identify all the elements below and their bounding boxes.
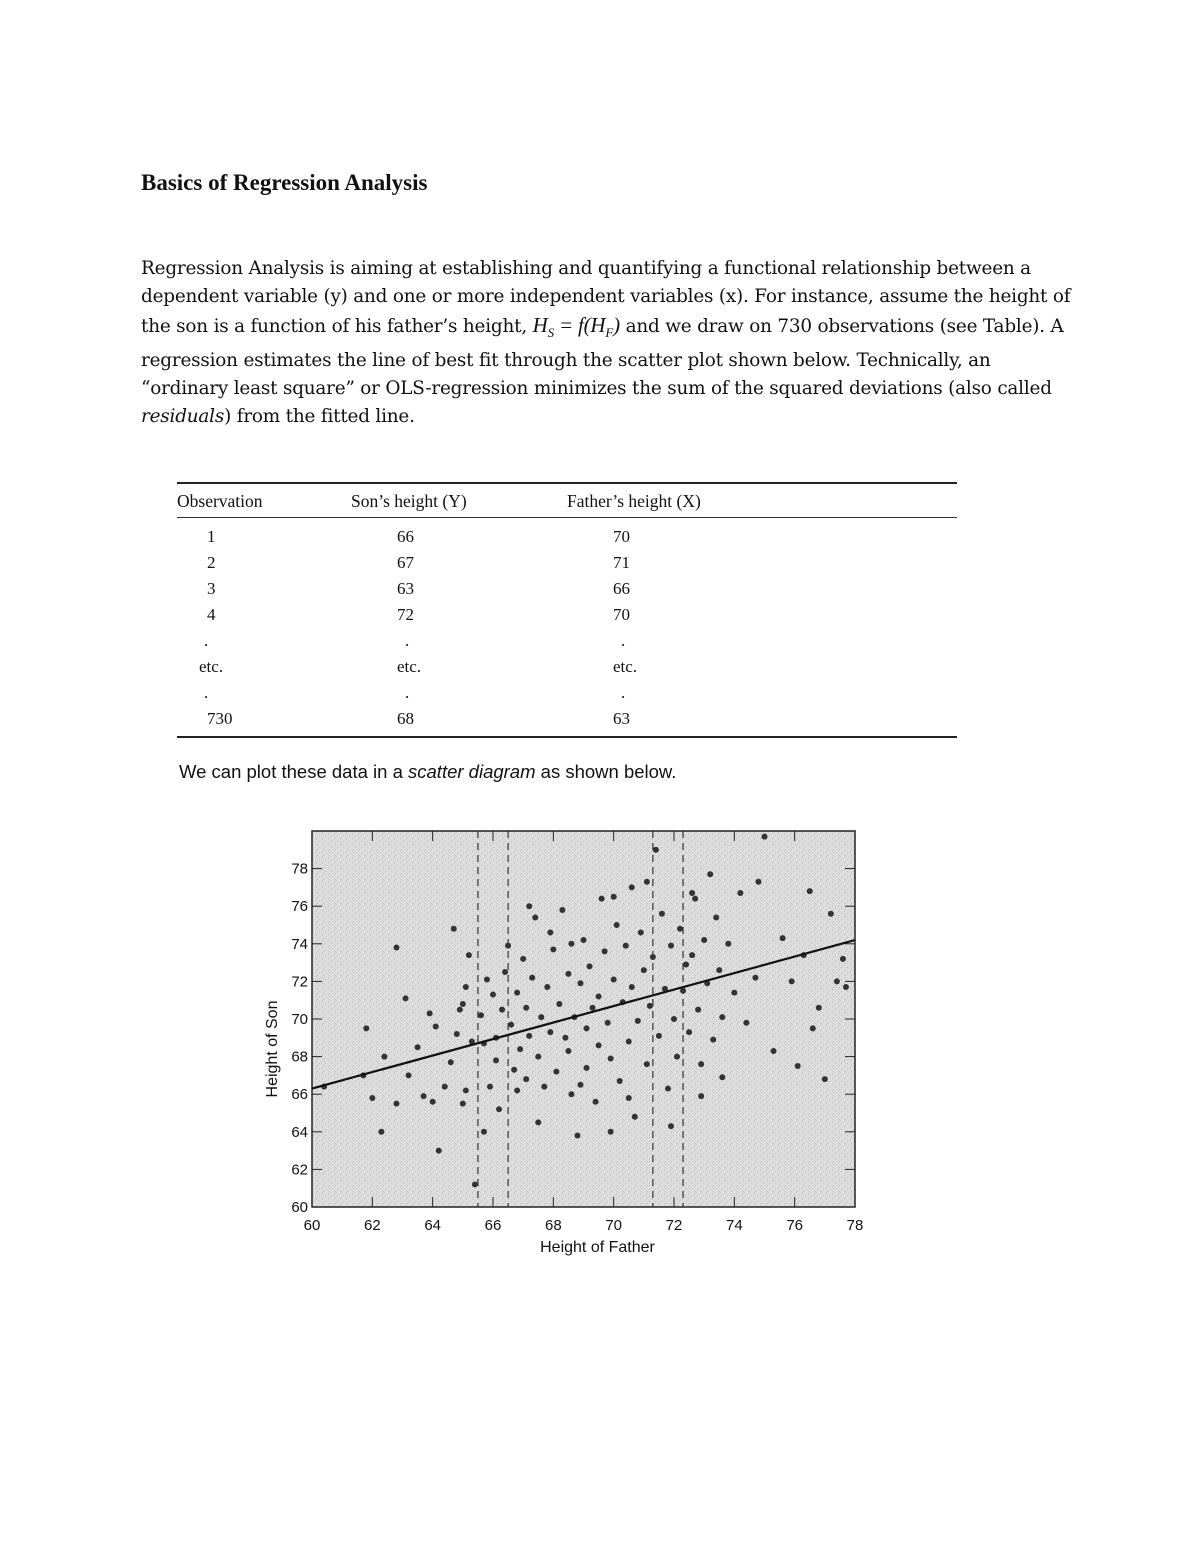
data-point [581, 937, 587, 943]
data-point [587, 963, 593, 969]
data-point [590, 1005, 596, 1011]
data-point [436, 1148, 442, 1154]
data-point [584, 1065, 590, 1071]
data-point [668, 1123, 674, 1129]
scatter-svg [255, 820, 885, 1260]
data-point [577, 980, 583, 986]
data-point [789, 978, 795, 984]
data-point [752, 975, 758, 981]
data-point [611, 977, 617, 983]
data-point [689, 952, 695, 958]
data-point [737, 890, 743, 896]
data-point [834, 978, 840, 984]
data-point [596, 993, 602, 999]
table-cell-r6-c3: etc. [613, 657, 638, 676]
data-point [505, 943, 511, 949]
table-cell-r8-c3: 63 [613, 709, 630, 728]
data-point [553, 1069, 559, 1075]
data-point [599, 896, 605, 902]
data-point [493, 1057, 499, 1063]
table-cell-r1-c2: 66 [397, 527, 414, 546]
data-point [653, 847, 659, 853]
data-point [731, 990, 737, 996]
data-point [406, 1072, 412, 1078]
data-point [629, 884, 635, 890]
data-point [780, 935, 786, 941]
table-cell-r3-c3: 66 [613, 579, 630, 598]
x-tick-label-60: 60 [303, 1217, 321, 1234]
data-point [710, 1037, 716, 1043]
data-point [719, 1074, 725, 1080]
data-point [698, 1061, 704, 1067]
data-point [568, 1091, 574, 1097]
data-point [393, 1101, 399, 1107]
table-cell-r7-c3: . [621, 683, 626, 702]
intro-paragraph [141, 255, 1081, 431]
data-point [532, 914, 538, 920]
data-point [378, 1129, 384, 1135]
data-point [605, 1020, 611, 1026]
table-cell-r5-c2: . [405, 631, 410, 650]
data-point [550, 946, 556, 952]
data-point [463, 1087, 469, 1093]
header-son-height: Son’s height (Y) [351, 491, 467, 511]
table-header-rule [177, 517, 957, 518]
data-point [644, 879, 650, 885]
data-point [762, 834, 768, 840]
data-point [508, 1022, 514, 1028]
data-point [520, 956, 526, 962]
caption-text-2: as shown below. [535, 761, 677, 782]
y-tick-label-78: 78 [291, 860, 308, 878]
data-point [556, 1001, 562, 1007]
data-point [644, 1061, 650, 1067]
header-father-height: Father’s height (X) [567, 491, 701, 511]
data-point [565, 1048, 571, 1054]
data-point [828, 911, 834, 917]
data-point [490, 992, 496, 998]
data-point [529, 975, 535, 981]
data-point [671, 1016, 677, 1022]
intro-text-2: and we draw on 730 observations (see Table). A regression estimates the line of best fit through the scatter plot shown below. Technically, an “ordinary least square” or OLS-regression minimizes the sum of the squared deviations (also called [141, 316, 1064, 400]
data-point [541, 1084, 547, 1090]
data-point [771, 1048, 777, 1054]
table-cell-r4-c1: 4 [207, 605, 216, 624]
data-point [457, 1007, 463, 1013]
data-point [544, 984, 550, 990]
table-cell-r1-c3: 70 [613, 527, 630, 546]
table-cell-r6-c1: etc. [199, 657, 224, 676]
data-point [707, 871, 713, 877]
data-point [683, 961, 689, 967]
header-observation: Observation [177, 491, 263, 511]
y-tick-label-66: 66 [291, 1086, 308, 1104]
data-point [665, 1086, 671, 1092]
data-point [686, 1029, 692, 1035]
data-point [523, 1005, 529, 1011]
data-point [577, 1082, 583, 1088]
formula [532, 313, 620, 341]
data-point [415, 1044, 421, 1050]
table-cell-r4-c2: 72 [397, 605, 414, 624]
data-point [454, 1031, 460, 1037]
data-point [602, 948, 608, 954]
data-point [725, 941, 731, 947]
data-point [502, 969, 508, 975]
scatter-chart [255, 820, 885, 1265]
data-point [403, 995, 409, 1001]
data-point [596, 1042, 602, 1048]
y-tick-label-70: 70 [291, 1011, 308, 1028]
data-point [650, 954, 656, 960]
y-tick-label-76: 76 [291, 898, 308, 916]
table-cell-r6-c2: etc. [397, 657, 422, 676]
data-point [698, 1093, 704, 1099]
data-point [547, 1029, 553, 1035]
data-point [448, 1059, 454, 1065]
data-point [496, 1106, 502, 1112]
data-point [363, 1025, 369, 1031]
data-point [611, 894, 617, 900]
data-point [472, 1181, 478, 1187]
formula-close: ) [613, 313, 620, 337]
data-point [713, 914, 719, 920]
data-point [593, 1099, 599, 1105]
data-point [535, 1119, 541, 1125]
table-cell-r8-c1: 730 [207, 709, 233, 728]
data-point [381, 1054, 387, 1060]
data-point [623, 943, 629, 949]
y-tick-label-68: 68 [291, 1048, 308, 1066]
data-point [641, 967, 647, 973]
data-point [807, 888, 813, 894]
data-point [433, 1024, 439, 1030]
data-point [487, 1084, 493, 1090]
table-cell-r5-c1: . [204, 631, 209, 650]
data-point [517, 1046, 523, 1052]
data-point [638, 930, 644, 936]
data-point [743, 1020, 749, 1026]
data-point [843, 984, 849, 990]
x-axis-label: Height of Father [540, 1239, 655, 1256]
x-tick-label-76: 76 [786, 1217, 804, 1234]
y-tick-label-74: 74 [291, 935, 308, 953]
data-point [626, 1039, 632, 1045]
data-point [659, 911, 665, 917]
formula-lhs: H [532, 313, 548, 337]
data-point [647, 1003, 653, 1009]
data-point [369, 1095, 375, 1101]
data-point [584, 1025, 590, 1031]
formula-lhs-sub: S [547, 325, 554, 341]
data-point [695, 1007, 701, 1013]
data-point [451, 926, 457, 932]
data-point [565, 971, 571, 977]
data-point [427, 1010, 433, 1016]
table-cell-r3-c1: 3 [207, 579, 216, 598]
data-point [719, 1014, 725, 1020]
data-point [668, 943, 674, 949]
data-point [810, 1025, 816, 1031]
plot-area [312, 831, 855, 1207]
table-cell-r5-c3: . [621, 631, 626, 650]
data-point [442, 1084, 448, 1090]
data-point [840, 956, 846, 962]
page-title: Basics of Regression Analysis [141, 170, 428, 195]
data-point [608, 1129, 614, 1135]
data-point [559, 907, 565, 913]
y-tick-label-64: 64 [291, 1123, 308, 1141]
data-point [574, 1133, 580, 1139]
data-point [701, 937, 707, 943]
data-point [547, 930, 553, 936]
x-tick-label-72: 72 [665, 1217, 683, 1234]
x-tick-label-78: 78 [846, 1217, 864, 1234]
data-point [478, 1012, 484, 1018]
data-point [822, 1076, 828, 1082]
table-cell-r7-c1: . [204, 683, 209, 702]
x-tick-label-62: 62 [363, 1217, 381, 1234]
table-cell-r4-c3: 70 [613, 605, 630, 624]
data-point [816, 1005, 822, 1011]
data-point [523, 1076, 529, 1082]
data-point [617, 1078, 623, 1084]
data-point [526, 903, 532, 909]
data-point [716, 967, 722, 973]
data-point [430, 1099, 436, 1105]
x-tick-label-66: 66 [484, 1217, 502, 1234]
data-point [393, 945, 399, 951]
table-cell-r2-c3: 71 [613, 553, 630, 572]
data-point [484, 977, 490, 983]
data-point [614, 922, 620, 928]
x-tick-label-64: 64 [424, 1217, 442, 1234]
intro-text-3: ) from the fitted line. [224, 406, 415, 428]
data-point [481, 1129, 487, 1135]
data-point [460, 1001, 466, 1007]
data-point [629, 984, 635, 990]
residuals-term: residuals [141, 406, 225, 428]
x-tick-label-70: 70 [605, 1217, 623, 1234]
data-point [511, 1067, 517, 1073]
data-point [466, 952, 472, 958]
formula-f: f [577, 313, 584, 337]
formula-arg-sub: F [605, 325, 614, 341]
formula-eq: = [553, 313, 578, 337]
data-point [421, 1093, 427, 1099]
data-point [626, 1095, 632, 1101]
data-point [526, 1033, 532, 1039]
table-cell-r3-c2: 63 [397, 579, 414, 598]
y-tick-label-60: 60 [291, 1199, 308, 1216]
table-cell-r2-c1: 2 [207, 553, 216, 572]
data-point [562, 1035, 568, 1041]
data-point [608, 1055, 614, 1061]
data-point [535, 1054, 541, 1060]
table-bottom-rule [177, 736, 957, 738]
table-top-rule [177, 482, 957, 484]
data-point [499, 1007, 505, 1013]
data-point [795, 1063, 801, 1069]
x-tick-label-68: 68 [544, 1217, 562, 1234]
scatter-caption [179, 761, 676, 783]
data-point [674, 1054, 680, 1060]
data-point [677, 926, 683, 932]
data-point [632, 1114, 638, 1120]
table-cell-r8-c2: 68 [397, 709, 414, 728]
data-point [514, 990, 520, 996]
data-point [635, 1018, 641, 1024]
table-cell-r2-c2: 67 [397, 553, 414, 572]
data-point [755, 879, 761, 885]
data-point [689, 890, 695, 896]
data-point [463, 984, 469, 990]
caption-text-1: We can plot these data in a [179, 761, 409, 782]
formula-open: ( [583, 313, 591, 337]
data-point [538, 1014, 544, 1020]
caption-emphasis: scatter diagram [408, 761, 536, 782]
data-point [568, 941, 574, 947]
table-cell-r7-c2: . [405, 683, 410, 702]
data-point [514, 1087, 520, 1093]
intro-text-1: Regression Analysis is aiming at establishing and quantifying a functional relationship between a dependent variable (y) and one or more independent variables (x). For instance, assume the height of the son is a function of his father’s height, [141, 258, 1071, 337]
data-point [656, 1033, 662, 1039]
y-tick-label-72: 72 [291, 973, 308, 991]
y-axis-label: Height of Son [264, 1000, 281, 1098]
data-point [692, 896, 698, 902]
x-tick-label-74: 74 [725, 1217, 743, 1234]
formula-arg: H [590, 313, 606, 337]
data-point [460, 1101, 466, 1107]
table-cell-r1-c1: 1 [207, 527, 216, 546]
y-tick-label-62: 62 [291, 1161, 308, 1179]
